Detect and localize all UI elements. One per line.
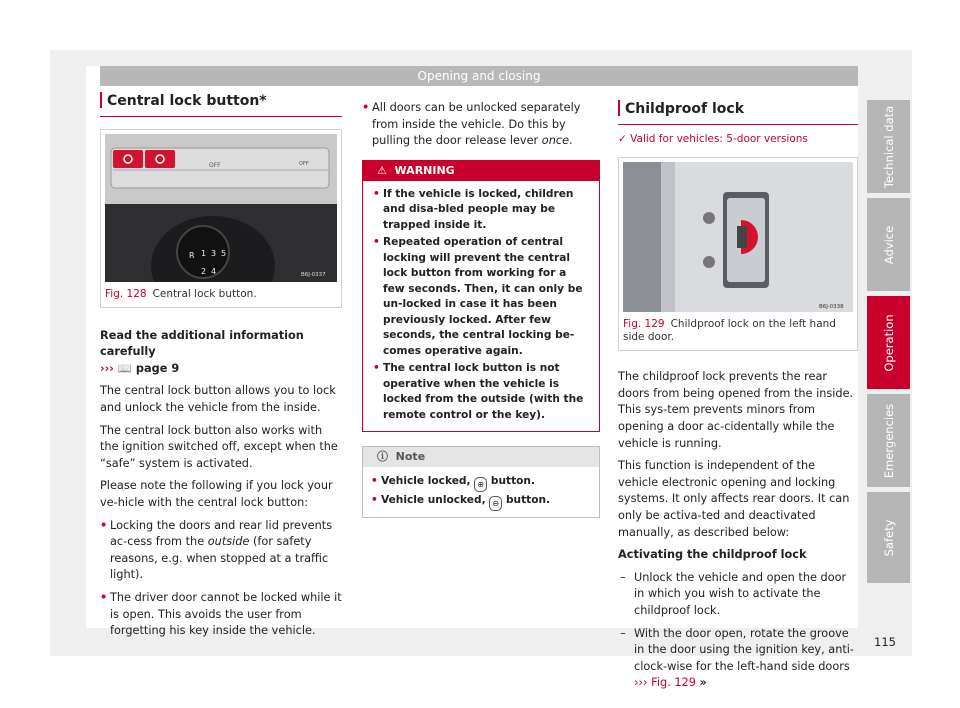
warning-item: • If the vehicle is locked, children and disa-bled people may be trapped inside it.	[373, 187, 591, 234]
lock-icon: ⊕	[474, 477, 487, 492]
svg-text:B6J-0338: B6J-0338	[819, 304, 844, 311]
check-icon: ✓	[618, 132, 627, 145]
note-item: • Vehicle locked, ⊕ button.	[371, 473, 591, 492]
tab-safety[interactable]: Safety	[867, 492, 910, 583]
unlock-icon: ⊖	[489, 496, 502, 511]
figure-link[interactable]: Fig. 129	[651, 676, 696, 690]
tab-emergencies[interactable]: Emergencies	[867, 394, 910, 487]
page-header: Opening and closing	[100, 66, 858, 86]
unlock-button	[145, 150, 175, 168]
paragraph: This function is independent of the vehicle electronic opening and locking systems. It only affects rear doors. It can only be activa-ted and deactivated manually, as described below:	[618, 459, 850, 539]
bullet-item: • The driver door cannot be locked while it is open. This avoids the user from forgetting his key inside the vehicle.	[100, 590, 342, 640]
svg-text:1: 1	[201, 248, 207, 258]
svg-text:OFF: OFF	[209, 161, 221, 169]
tab-advice[interactable]: Advice	[867, 198, 910, 291]
section-title-central-lock: Central lock button*	[100, 92, 342, 117]
section-title-childproof: Childproof lock	[618, 100, 858, 125]
svg-text:4: 4	[211, 266, 217, 276]
warning-icon: ⚠	[377, 163, 387, 177]
childproof-lock-photo	[623, 162, 853, 312]
central-lock-photo	[105, 134, 337, 282]
lock-button	[113, 150, 143, 168]
svg-text:2: 2	[201, 266, 207, 276]
svg-text:5: 5	[221, 248, 227, 258]
note-box	[362, 446, 600, 518]
read-more-note: Read the additional information carefully ››› 📖 page 9	[100, 328, 304, 375]
tab-operation[interactable]: Operation	[867, 296, 910, 389]
paragraph: The central lock button also works with the ignition switched off, except when the “safe” system is activated.	[100, 423, 338, 470]
info-icon: ⓘ	[377, 450, 388, 464]
validity-note: ✓ Valid for vehicles: 5-door versions	[618, 132, 808, 145]
svg-text:B6J-0337: B6J-0337	[301, 271, 326, 278]
page-number: 115	[874, 635, 896, 649]
warning-header: ⚠ WARNING	[363, 161, 599, 181]
bullet-item: • Locking the doors and rear lid prevents ac-cess from the outside (for safety reasons, e.g. when stopped at a traffic light).	[100, 518, 342, 584]
page-link[interactable]: page 9	[135, 361, 180, 375]
paragraph: Please note the following if you lock your ve-hicle with the central lock button:	[100, 479, 333, 509]
subheading: Activating the childproof lock	[618, 548, 807, 562]
note-item: • Vehicle unlocked, ⊖ button.	[371, 492, 591, 511]
console-illustration	[105, 134, 337, 282]
svg-text:3: 3	[211, 248, 217, 258]
book-icon: 📖	[117, 361, 132, 375]
paragraph: The childproof lock prevents the rear doors from being opened from the inside. This sys-tem prevents minors from opening a door ac-cidentally while the vehicle is running.	[618, 370, 854, 450]
tab-technical-data[interactable]: Technical data	[867, 100, 910, 193]
paragraph: The central lock button allows you to lock and unlock the vehicle from the inside.	[100, 384, 336, 414]
door-lock-illustration	[623, 162, 853, 312]
figure-129	[618, 157, 858, 351]
step-item: – With the door open, rotate the groove in the door using the ignition key, anti-clock-wise for the left-hand side doors ››› Fig. 129 »	[618, 626, 858, 692]
note-header: ⓘ Note	[363, 447, 599, 467]
figure-caption: Fig. 128 Central lock button.	[105, 287, 257, 300]
figure-128	[100, 129, 342, 308]
right-column	[618, 100, 858, 698]
warning-item: • The central lock button is not operative when the vehicle is locked from the outside (with the remote control or the key).	[373, 361, 591, 423]
warning-item: • Repeated operation of central locking will prevent the central lock button from working for a few seconds. Then, it can only be un-locked in case it has been previously locked. After few seconds, the central locking be-comes operative again.	[373, 235, 591, 359]
svg-text:OFF: OFF	[299, 160, 309, 167]
svg-text:R: R	[189, 250, 195, 260]
title-accent-bar	[618, 100, 620, 116]
step-item: – Unlock the vehicle and open the door in which you wish to activate the childproof lock.	[618, 570, 858, 620]
warning-box	[362, 160, 600, 433]
bullet-item: • All doors can be unlocked separately from inside the vehicle. Do this by pulling the door release lever once.	[362, 100, 600, 150]
middle-column	[362, 100, 600, 518]
figure-caption: Fig. 129 Childproof lock on the left hand side door.	[623, 318, 836, 344]
title-accent-bar	[100, 92, 102, 108]
left-column	[100, 92, 342, 646]
